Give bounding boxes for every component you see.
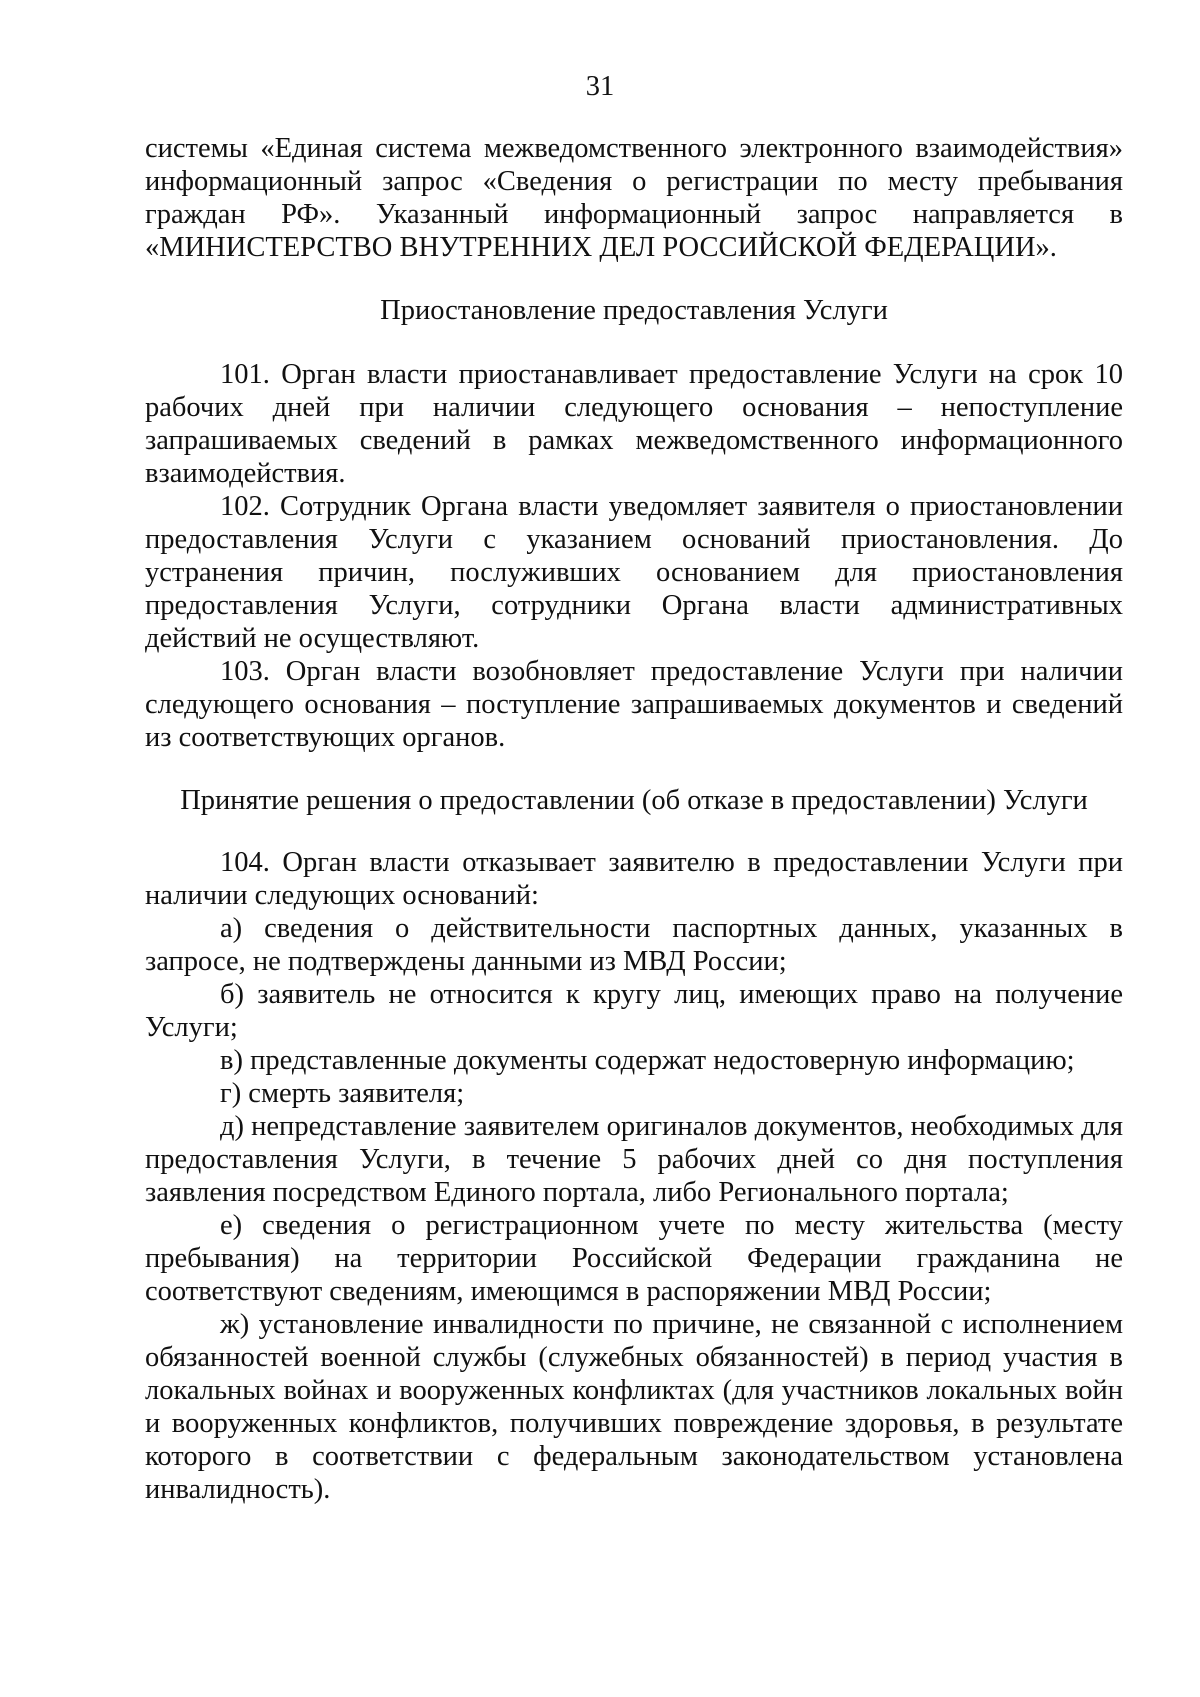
list-item-g: г) смерть заявителя; — [220, 1078, 465, 1109]
section-suspension-body — [145, 358, 1123, 754]
page-number: 31 — [585, 71, 615, 102]
paragraph-101: 101. Орган власти приостанавливает предоставление Услуги на срок 10 рабочих дней при наличии следующего основания – непоступление запрашиваемых сведений в рамках межведомственного информационного взаимодействия. — [145, 359, 1123, 489]
paragraph-102: 102. Сотрудник Органа власти уведомляет заявителя о приостановлении предоставления Услуги с указанием оснований приостановления. До устранения причин, послуживших основанием для приостановления предоставления Услуги, сотрудники Органа власти административных действий не осуществляют. — [145, 491, 1123, 654]
list-item-v: в) представленные документы содержат недостоверную информацию; — [220, 1045, 1075, 1076]
section-heading-decision: Принятие решения о предоставлении (об отказе в предоставлении) Услуги — [180, 785, 1088, 816]
section-heading-suspension: Приостановление предоставления Услуги — [380, 295, 888, 326]
paragraph-103: 103. Орган власти возобновляет предоставление Услуги при наличии следующего основания – поступление запрашиваемых документов и сведений из соответствующих органов. — [145, 656, 1123, 753]
list-item-e: е) сведения о регистрационном учете по месту жительства (месту пребывания) на территории Российской Федерации гражданина не соответствуют сведениям, имеющимся в распоряжении МВД России; — [145, 1210, 1123, 1307]
list-item-a: а) сведения о действительности паспортных данных, указанных в запросе, не подтверждены данными из МВД России; — [145, 913, 1123, 977]
list-item-d: д) непредставление заявителем оригиналов документов, необходимых для предоставления Услуги, в течение 5 рабочих дней со дня поступления заявления посредством Единого портала, либо Регионального портала; — [145, 1111, 1123, 1208]
list-item-zh: ж) установление инвалидности по причине, не связанной с исполнением обязанностей военной службы (служебных обязанностей) в период участия в локальных войнах и вооруженных конфликтах (для участников локальных войн и вооруженных конфликтов, получивших повреждение здоровья, в результате которого в соответствии с федеральным законодательством установлена инвалидность). — [145, 1309, 1123, 1505]
paragraph-104: 104. Орган власти отказывает заявителю в предоставлении Услуги при наличии следующих оснований: — [145, 847, 1123, 911]
section-decision-body — [145, 846, 1123, 1506]
intro-paragraph: системы «Единая система межведомственного электронного взаимодействия» информационный запрос «Сведения о регистрации по месту пребывания граждан РФ». Указанный информационный запрос направляется в «МИНИСТЕРСТВО ВНУТРЕННИХ ДЕЛ РОССИЙСКОЙ ФЕДЕРАЦИИ». — [145, 133, 1123, 263]
list-item-b: б) заявитель не относится к кругу лиц, имеющих право на получение Услуги; — [145, 979, 1123, 1043]
document-body — [145, 132, 1123, 1506]
